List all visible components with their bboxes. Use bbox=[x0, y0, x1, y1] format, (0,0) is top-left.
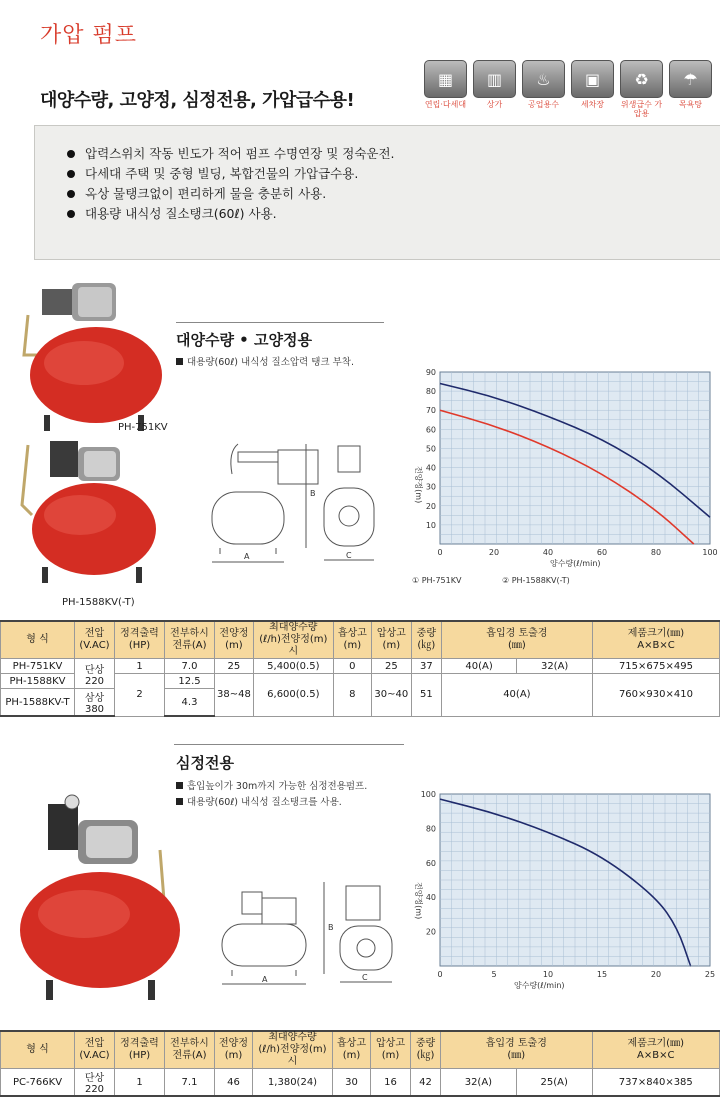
factory-icon: ♨ bbox=[522, 60, 565, 98]
headline: 대양수량, 고양정, 심정전용, 가압급수용! bbox=[40, 90, 355, 111]
dim-label-a: A bbox=[244, 552, 250, 561]
y-tick-label: 40 bbox=[425, 893, 436, 903]
x-axis-label: 양수량(ℓ/min) bbox=[550, 559, 601, 568]
icon-item: ▥ 상가 bbox=[473, 60, 516, 118]
y-tick-label: 40 bbox=[425, 463, 436, 473]
header-cell: 중량 (㎏) bbox=[411, 1031, 441, 1069]
feature-list bbox=[34, 125, 720, 260]
pump-image-ph751 bbox=[24, 283, 162, 431]
shower-icon: ☂ bbox=[669, 60, 712, 98]
y-tick-label: 80 bbox=[425, 387, 436, 397]
table-row: PC-766KV 단상220 1 7.1 46 1,380(24) 30 16 42 32(A) 25(A) 737×840×385 bbox=[1, 1069, 720, 1097]
section-divider bbox=[174, 744, 404, 745]
y-tick-label: 60 bbox=[425, 425, 436, 435]
y-tick-label: 70 bbox=[425, 406, 436, 416]
y-tick-label: 30 bbox=[425, 482, 436, 492]
x-axis-label: 양수량(ℓ/min) bbox=[514, 981, 565, 990]
performance-chart-1 bbox=[402, 360, 720, 590]
header-cell: 최대양수량 (ℓ/h)전양정(m)시 bbox=[253, 1031, 333, 1069]
y-axis-label: 전양정(m) bbox=[414, 466, 423, 504]
y-tick-label: 20 bbox=[425, 501, 436, 511]
x-tick-label: 15 bbox=[596, 970, 608, 979]
section-note: 대용량(60ℓ) 내식성 질소탱크를 사용. bbox=[176, 796, 342, 810]
y-tick-label: 90 bbox=[425, 368, 436, 377]
usage-icons bbox=[424, 60, 712, 118]
apartment-icon: ▦ bbox=[424, 60, 467, 98]
header-cell: 형 식 bbox=[1, 621, 75, 659]
header-cell: 전양정 (m) bbox=[215, 1031, 253, 1069]
x-tick-label: 5 bbox=[491, 970, 497, 979]
section-note: 대용량(60ℓ) 내식성 질소압력 탱크 부착. bbox=[176, 356, 354, 370]
section-title: 대양수량 • 고양정용 bbox=[176, 331, 312, 349]
legend-item: ② PH-1588KV(-T) bbox=[502, 576, 570, 585]
dimension-drawing-1 bbox=[198, 436, 398, 571]
section-title: 심정전용 bbox=[176, 754, 234, 772]
table-row: PH-751KV 단상220 1 7.0 25 5,400(0.5) 0 25 37 40(A) 32(A) 715×675×495 bbox=[1, 659, 720, 674]
dimension-drawing-2 bbox=[212, 878, 408, 990]
icon-item: ♻ 위생급수 가압용 bbox=[620, 60, 663, 118]
feature-item: 압력스위치 작동 빈도가 적어 펌프 수명연장 및 정숙운전. bbox=[67, 144, 720, 164]
x-tick-label: 0 bbox=[437, 548, 443, 557]
header-cell: 압상고 (m) bbox=[371, 1031, 411, 1069]
feature-item: 대용량 내식성 질소탱크(60ℓ) 사용. bbox=[67, 204, 720, 224]
table-row: PH-1588KV-T 삼상380 4.3 bbox=[1, 689, 720, 717]
dim-label-b: B bbox=[310, 489, 316, 498]
x-tick-label: 20 bbox=[488, 548, 500, 557]
header-cell: 형 식 bbox=[1, 1031, 75, 1069]
store-icon: ▥ bbox=[473, 60, 516, 98]
header-cell: 전부하시 전류(A) bbox=[165, 621, 215, 659]
feature-item: 옥상 물탱크없이 편리하게 물을 충분히 사용. bbox=[67, 184, 720, 204]
y-axis-label: 전양정(m) bbox=[414, 882, 423, 920]
icon-item: ☂ 목욕탕 bbox=[669, 60, 712, 118]
header-cell: 흡입경 토출경 (㎜) bbox=[441, 1031, 593, 1069]
y-tick-label: 60 bbox=[425, 858, 436, 868]
header-cell: 전양정 (m) bbox=[215, 621, 254, 659]
header-cell: 흡상고 (m) bbox=[333, 1031, 371, 1069]
spec-table-1 bbox=[0, 620, 720, 717]
pump-photos-1 bbox=[14, 275, 174, 605]
page-title: 가압 펌프 bbox=[40, 23, 138, 48]
icon-item: ♨ 공업용수 bbox=[522, 60, 565, 118]
x-tick-label: 20 bbox=[650, 970, 662, 979]
spec-table-2 bbox=[0, 1030, 720, 1097]
x-tick-label: 80 bbox=[650, 548, 662, 557]
header-cell: 정격출력 (HP) bbox=[115, 621, 165, 659]
x-tick-label: 10 bbox=[542, 970, 554, 979]
header-cell: 제품크기(㎜) A×B×C bbox=[592, 621, 719, 659]
header-cell: 중량 (㎏) bbox=[411, 621, 441, 659]
header-cell: 흡상고 (m) bbox=[333, 621, 371, 659]
dim-label-b: B bbox=[328, 923, 334, 932]
y-tick-label: 10 bbox=[425, 520, 436, 530]
x-tick-label: 25 bbox=[704, 970, 716, 979]
header-cell: 정격출력 (HP) bbox=[115, 1031, 165, 1069]
y-tick-label: 50 bbox=[425, 444, 436, 454]
y-tick-label: 80 bbox=[425, 824, 436, 834]
x-tick-label: 40 bbox=[542, 548, 554, 557]
x-tick-label: 0 bbox=[437, 970, 443, 979]
model-label: PH-751KV bbox=[118, 422, 168, 433]
header-cell: 최대양수량 (ℓ/h)전양정(m)시 bbox=[253, 621, 333, 659]
dim-label-a: A bbox=[262, 975, 268, 984]
y-tick-label: 20 bbox=[425, 927, 436, 937]
header-cell: 전부하시 전류(A) bbox=[165, 1031, 215, 1069]
dim-label-c: C bbox=[346, 551, 352, 560]
x-tick-label: 100 bbox=[702, 548, 718, 557]
header-cell: 압상고 (m) bbox=[371, 621, 411, 659]
performance-chart-2 bbox=[402, 780, 720, 994]
header-cell: 전압 (V.AC) bbox=[75, 1031, 115, 1069]
legend-item: ① PH-751KV bbox=[412, 576, 462, 585]
header-cell: 전압 (V.AC) bbox=[75, 621, 115, 659]
dim-label-c: C bbox=[362, 973, 368, 982]
table-row: PH-1588KV 2 12.5 38~48 6,600(0.5) 8 30~40 51 40(A) 760×930×410 bbox=[1, 674, 720, 689]
header-cell: 제품크기(㎜) A×B×C bbox=[592, 1031, 719, 1069]
section-note: 흡입높이가 30m까지 가능한 심정전용펌프. bbox=[176, 780, 367, 794]
feature-item: 다세대 주택 및 중형 빌딩, 복합건물의 가압급수용. bbox=[67, 164, 720, 184]
y-tick-label: 100 bbox=[420, 790, 436, 799]
carwash-icon: ▣ bbox=[571, 60, 614, 98]
icon-item: ▣ 세차장 bbox=[571, 60, 614, 118]
sanitary-icon: ♻ bbox=[620, 60, 663, 98]
pump-image-pc766 bbox=[14, 790, 184, 1010]
x-tick-label: 60 bbox=[596, 548, 608, 557]
model-label: PH-1588KV(-T) bbox=[62, 597, 135, 608]
section-divider bbox=[176, 322, 384, 323]
header-cell: 흡입경 토출경 (㎜) bbox=[441, 621, 592, 659]
pump-image-ph1588 bbox=[22, 441, 156, 583]
icon-item: ▦ 연립·다세대 bbox=[424, 60, 467, 118]
